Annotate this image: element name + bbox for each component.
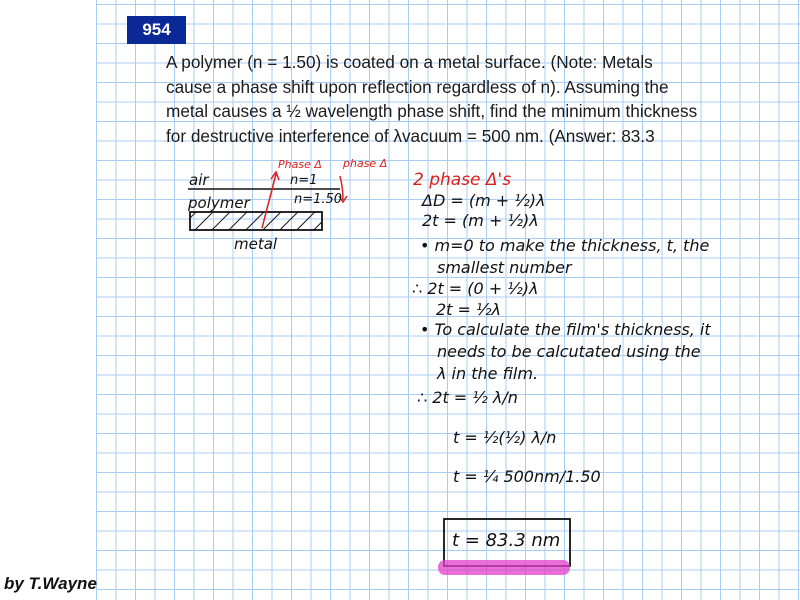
- label-metal: metal: [234, 235, 278, 253]
- solution-step: needs to be calcutated using the: [437, 342, 701, 361]
- label-polymer: polymer: [188, 194, 250, 212]
- solution-step: ΔD = (m + ½)λ: [422, 191, 546, 210]
- final-answer: t = 83.3 nm: [452, 530, 561, 551]
- solution-step: λ in the film.: [437, 364, 539, 383]
- solution-step: • m=0 to make the thickness, t, the: [420, 236, 710, 255]
- solution-step: 2t = ½λ: [436, 300, 502, 319]
- problem-number-badge: 954: [127, 16, 186, 44]
- problem-line: metal causes a ½ wavelength phase shift, find the minimum thickness: [166, 101, 698, 121]
- problem-line: for destructive interference of λvacuum = 500 nm. (Answer: 83.3: [166, 125, 655, 146]
- solution-heading: 2 phase Δ's: [413, 170, 512, 190]
- author-credit: by T.Wayne: [4, 574, 97, 593]
- metal-layer: [190, 212, 322, 230]
- problem-line: A polymer (n = 1.50) is coated on a metal surface. (Note: Metals: [166, 52, 653, 72]
- solution-step: ∴ 2t = (0 + ½)λ: [412, 279, 539, 298]
- solution-step: t = ¼ 500nm/1.50: [453, 467, 601, 486]
- label-n-polymer: n=1.50: [294, 192, 343, 207]
- label-phase-1: Phase Δ: [278, 158, 322, 171]
- solution-step: t = ½(½) λ/n: [453, 428, 557, 447]
- label-phase-2: phase Δ: [343, 157, 388, 170]
- answer-highlight: [438, 560, 570, 575]
- problem-line: cause a phase shift upon reflection regardless of n). Assuming the: [166, 76, 669, 97]
- solution-step: ∴ 2t = ½ λ/n: [417, 388, 518, 407]
- solution-step: • To calculate the film's thickness, it: [420, 320, 711, 339]
- solution-step: smallest number: [437, 258, 572, 277]
- label-air: air: [189, 171, 209, 189]
- solution-step: 2t = (m + ½)λ: [422, 211, 539, 230]
- label-n-air: n=1: [290, 173, 318, 188]
